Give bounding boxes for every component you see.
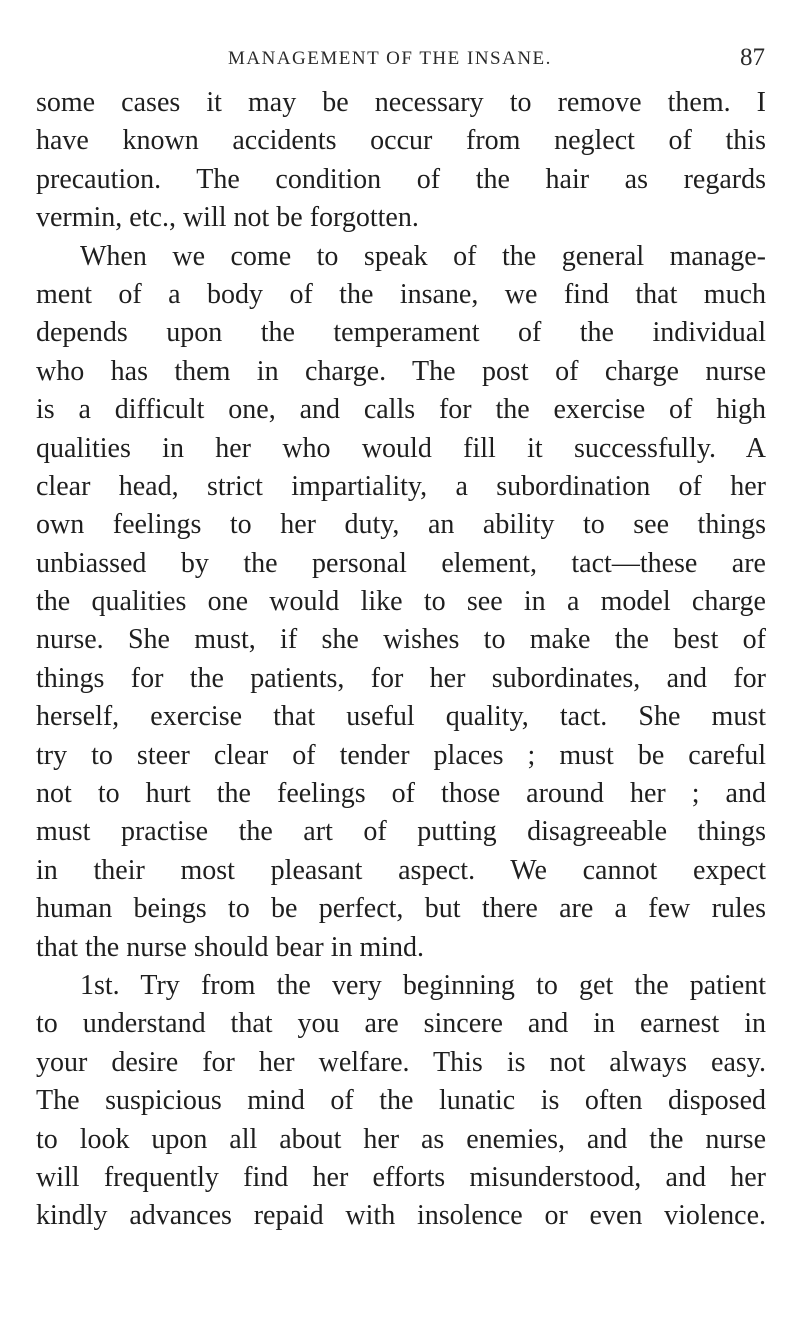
text-line: ment of a body of the insane, we find that much [36, 278, 766, 310]
page-number: 87 [740, 44, 765, 71]
text-line: depends upon the temperament of the individual [36, 317, 766, 349]
body-text [36, 84, 766, 1236]
text-line: must practise the art of putting disagreeable things [36, 816, 766, 848]
text-line: try to steer clear of tender places ; must be careful [36, 739, 766, 771]
text-line: own feelings to her duty, an ability to see things [36, 509, 766, 541]
text-line: to look upon all about her as enemies, and the nurse [36, 1123, 766, 1155]
text-line: is a difficult one, and calls for the exercise of high [36, 394, 766, 426]
text-line: your desire for her welfare. This is not always easy. [36, 1046, 766, 1078]
text-line: nurse. She must, if she wishes to make the best of [36, 624, 766, 656]
running-title: MANAGEMENT OF THE INSANE. [228, 48, 552, 69]
text-line: not to hurt the feelings of those around her ; and [36, 778, 766, 810]
text-line: vermin, etc., will not be forgotten. [36, 202, 419, 234]
text-line: some cases it may be necessary to remove them. I [36, 87, 766, 118]
text-line: kindly advances repaid with insolence or even violence. [36, 1200, 766, 1232]
text-line: who has them in charge. The post of charge nurse [36, 355, 766, 387]
text-line: herself, exercise that useful quality, tact. She must [36, 701, 766, 733]
text-line: human beings to be perfect, but there are a few rules [36, 893, 766, 925]
text-line: When we come to speak of the general manage- [80, 240, 766, 272]
text-line: clear head, strict impartiality, a subordination of her [36, 470, 766, 502]
text-line: unbiassed by the personal element, tact—these are [36, 547, 766, 579]
page-header [0, 44, 800, 78]
text-line: The suspicious mind of the lunatic is often disposed [36, 1085, 766, 1117]
text-line: that the nurse should bear in mind. [36, 931, 425, 963]
text-line: in their most pleasant aspect. We cannot expect [36, 854, 766, 886]
text-line: have known accidents occur from neglect of this [36, 125, 766, 157]
text-line: the qualities one would like to see in a model charge [36, 586, 766, 618]
text-line: 1st. Try from the very beginning to get the patient [80, 969, 766, 1001]
text-line: precaution. The condition of the hair as regards [36, 163, 766, 195]
text-line: will frequently find her efforts misunderstood, and her [36, 1161, 766, 1193]
text-line: qualities in her who would fill it successfully. A [36, 432, 766, 464]
text-line: things for the patients, for her subordinates, and for [36, 662, 766, 694]
text-line: to understand that you are sincere and in earnest in [36, 1008, 766, 1040]
